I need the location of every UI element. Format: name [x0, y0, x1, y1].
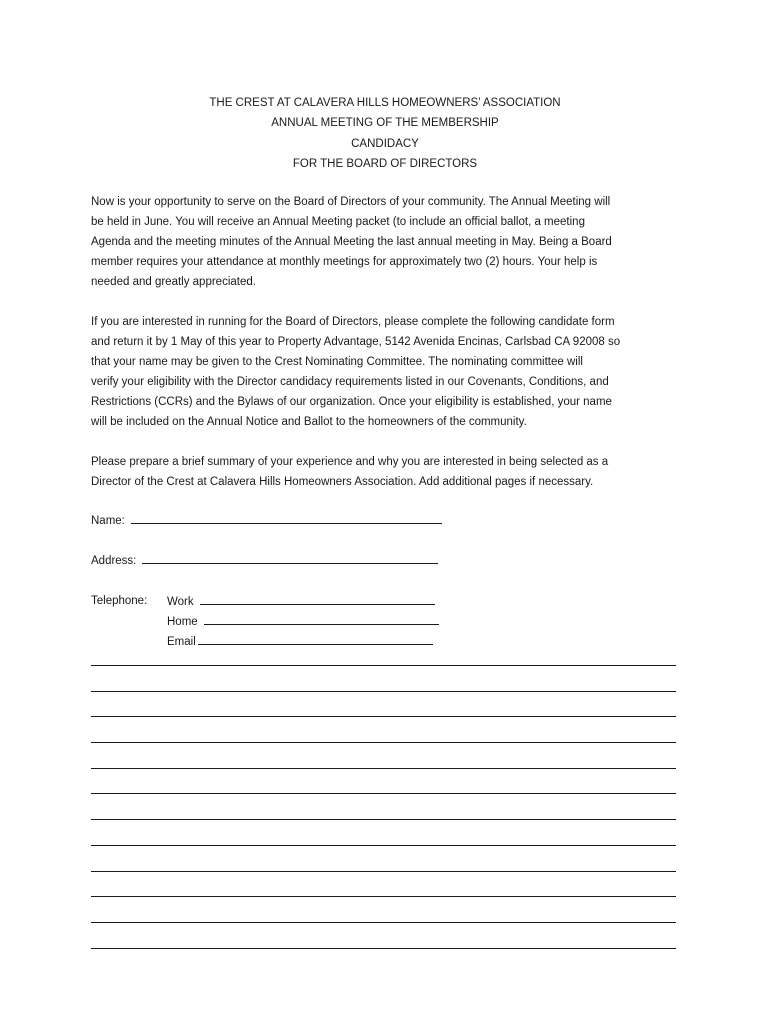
summary-line[interactable]: [91, 768, 676, 769]
work-label: Work: [167, 596, 194, 608]
heading-annual-meeting: ANNUAL MEETING OF THE MEMBERSHIP: [271, 117, 499, 130]
home-phone-field: [167, 612, 439, 631]
address-label: Address:: [91, 555, 137, 567]
summary-line[interactable]: [91, 948, 676, 949]
summary-writing-lines: [91, 665, 676, 973]
summary-line[interactable]: [91, 871, 676, 872]
summary-line[interactable]: [91, 742, 676, 743]
email-blank[interactable]: [198, 632, 433, 645]
summary-request-paragraph: Please prepare a brief summary of your experience and why you are interested in being selected as a Director of the Crest at Calavera Hills Homeowners Association. Add additional pages if necessary.: [91, 456, 609, 488]
summary-line[interactable]: [91, 896, 676, 897]
work-phone-blank[interactable]: [200, 592, 435, 605]
name-blank[interactable]: [131, 511, 442, 524]
home-label: Home: [167, 616, 198, 628]
summary-line[interactable]: [91, 845, 676, 846]
name-field: [91, 511, 442, 530]
heading-association: THE CREST AT CALAVERA HILLS HOMEOWNERS’ ASSOCIATION: [209, 97, 561, 109]
email-field: [167, 632, 433, 651]
summary-line[interactable]: [91, 922, 676, 923]
document-heading: [0, 93, 770, 174]
summary-line[interactable]: [91, 716, 676, 717]
address-blank[interactable]: [142, 551, 438, 564]
work-phone-field: [167, 592, 435, 611]
heading-board-of-directors: FOR THE BOARD OF DIRECTORS: [292, 157, 478, 170]
summary-line[interactable]: [91, 793, 676, 794]
telephone-label: Telephone:: [91, 595, 148, 607]
email-label: Email: [167, 636, 196, 648]
name-label: Name:: [91, 515, 125, 527]
heading-candidacy: CANDIDACY: [351, 137, 419, 150]
summary-line[interactable]: [91, 665, 676, 666]
instructions-paragraph: If you are interested in running for the Board of Directors, please complete the following candidate form and return it by 1 May of this year to Property Advantage, 5142 Avenida Encinas, Carlsbad CA 92008 so that your name may be given to the Crest Nominating Committee. The nominating committee will verify your eligibility with the Director candidacy requirements listed in our Covenants, Conditions, and Restrictions (CCRs) and the Bylaws of our organization. Once your eligibility is established, your name will be included on the Annual Notice and Ballot to the homeowners of the community.: [91, 316, 621, 428]
summary-line[interactable]: [91, 691, 676, 692]
home-phone-blank[interactable]: [204, 612, 439, 625]
address-field: [91, 551, 438, 570]
summary-line[interactable]: [91, 819, 676, 820]
intro-paragraph: Now is your opportunity to serve on the Board of Directors of your community. The Annual Meeting will be held in June. You will receive an Annual Meeting packet (to include an official ballot, a meeting Agenda and the meeting minutes of the Annual Meeting the last annual meeting in May. Being a Board member requires your attendance at monthly meetings for approximately two (2) hours. Your help is needed and greatly appreciated.: [91, 196, 612, 288]
